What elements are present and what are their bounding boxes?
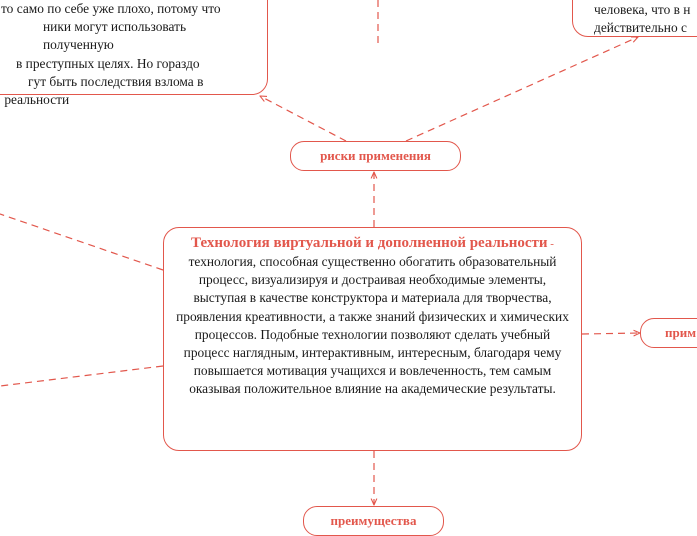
connector-risks-to-topleft [260, 96, 346, 141]
central-topic-description: технология, способная существенно обогатить образовательный процесс, визуализируя и достраивая необходимые элементы, выступая в качестве конструктора и материала для творчества, проявления креативности, а также знаний физических и химических процессов. Подобные технологии позволяют сделать учебный процесс наглядным, интерактивным, интересным, благодаря чему повышается мотивация учащихся и вовлеченность, тем самым оказывая положительное влияние на академические результаты. [176, 254, 569, 397]
advantages-topic-label: преимущества [330, 513, 417, 528]
node-text-line: ники могут использовать полученную [43, 19, 187, 53]
application-topic-label: прим [665, 325, 697, 340]
node-text-line: человека, что в н [594, 2, 691, 17]
node-text-line: в преступных целях. Но гораздо [16, 55, 200, 71]
node-text-line: то само по себе уже плохо, потому что [1, 1, 221, 16]
risks-topic-label: риски применения [320, 148, 431, 163]
node-text-line: гут быть последствия взлома в [28, 73, 204, 89]
central-topic-title: Технология виртуальной и дополненной реальности [191, 235, 548, 251]
connector-central-to-left-upper [0, 214, 163, 270]
risk-description-node-left[interactable] [0, 0, 268, 108]
risks-topic-node[interactable] [290, 141, 461, 171]
connector-risks-to-topright [406, 37, 638, 141]
advantages-topic-node[interactable] [303, 506, 444, 536]
node-text-line: действительно с [594, 20, 687, 36]
application-topic-node[interactable] [640, 318, 697, 348]
connector-central-to-primenenie [582, 333, 640, 334]
central-topic-separator: - [547, 238, 554, 250]
connector-central-to-left-lower [0, 366, 163, 386]
node-text-line: реальности [1, 92, 70, 108]
central-topic-node[interactable] [163, 227, 582, 451]
risk-description-node-right[interactable] [572, 0, 697, 37]
